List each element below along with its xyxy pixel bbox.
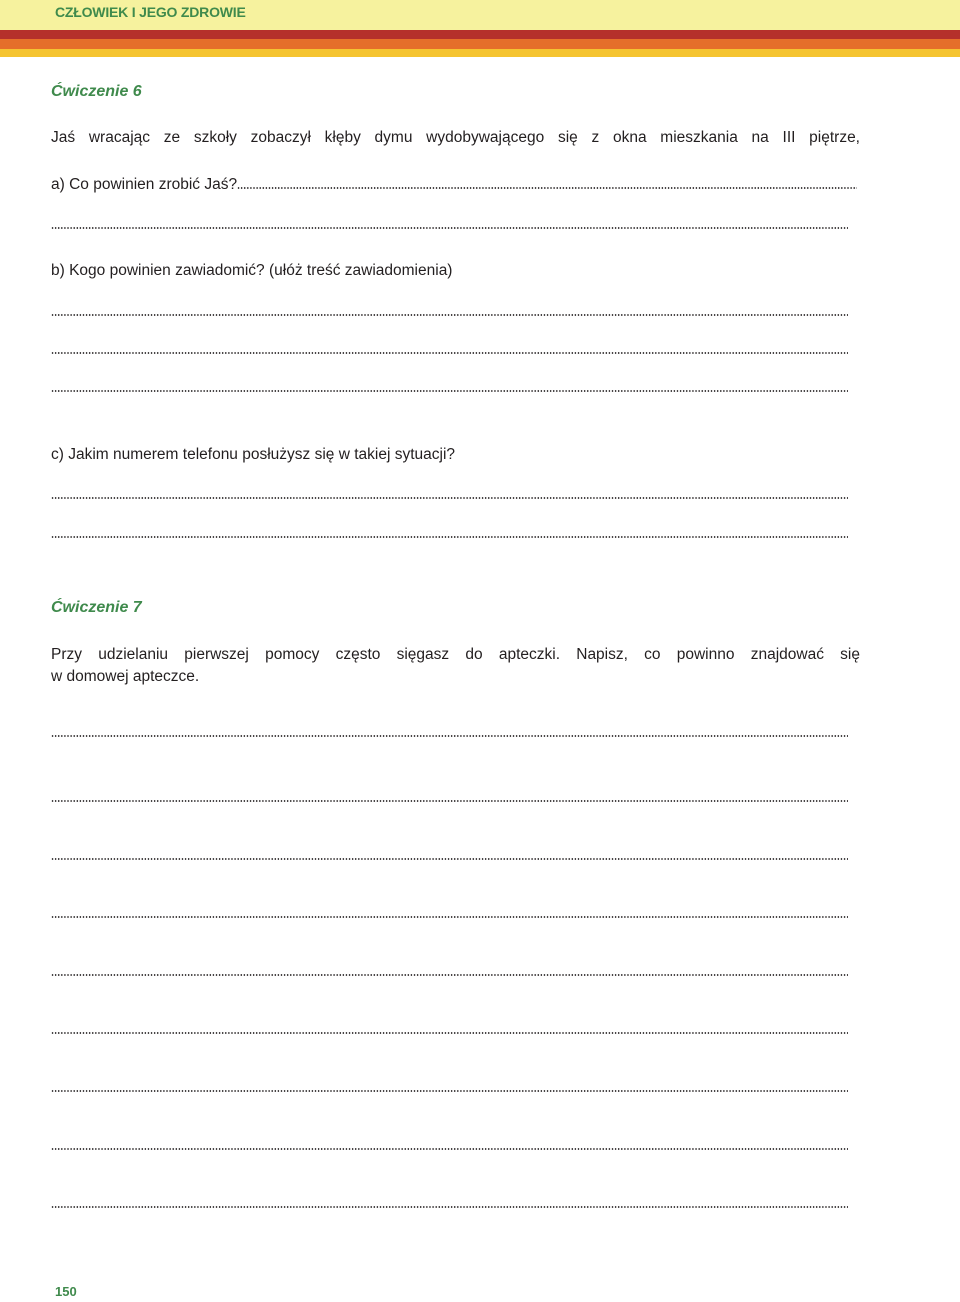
answer-line-7-9 [51, 1206, 848, 1208]
answer-line-a-1 [51, 227, 848, 229]
exercise-7-text-line-1: Przy udzielaniu pierwszej pomocy często sięgasz do apteczki. Napisz, co powinno znajdować się [51, 646, 860, 663]
answer-line-b-2 [51, 352, 848, 354]
answer-line-7-1 [51, 735, 848, 737]
page-number: 150 [55, 1284, 77, 1299]
answer-line-7-3 [51, 858, 848, 860]
answer-line-c-1 [51, 497, 848, 499]
question-a [51, 174, 860, 196]
header-stripe-yellow [0, 49, 960, 57]
exercise-7-text-line-2: w domowej apteczce. [51, 668, 200, 685]
answer-line-inline [237, 187, 857, 189]
question-c: c) Jakim numerem telefonu posłużysz się w takiej sytuacji? [51, 446, 456, 463]
header-stripe-red [0, 30, 960, 39]
answer-line-7-5 [51, 974, 848, 976]
answer-line-7-4 [51, 916, 848, 918]
question-b: b) Kogo powinien zawiadomić? (ułóż treść zawiadomienia) [51, 262, 453, 279]
answer-line-c-2 [51, 536, 848, 538]
exercise-6-intro: Jaś wracając ze szkoły zobaczył kłęby dymu wydobywającego się z okna mieszkania na III piętrze, [51, 129, 860, 146]
question-a-text: a) Co powinien zrobić Jaś? [51, 176, 238, 193]
header-stripe-orange [0, 39, 960, 49]
answer-line-7-2 [51, 800, 848, 802]
answer-line-7-8 [51, 1148, 848, 1150]
exercise-6-title: Ćwiczenie 6 [51, 83, 142, 100]
answer-line-7-7 [51, 1090, 848, 1092]
answer-line-7-6 [51, 1032, 848, 1034]
answer-line-b-3 [51, 390, 848, 392]
exercise-7-title: Ćwiczenie 7 [51, 599, 142, 616]
section-title: CZŁOWIEK I JEGO ZDROWIE [55, 4, 246, 20]
answer-line-b-1 [51, 314, 848, 316]
